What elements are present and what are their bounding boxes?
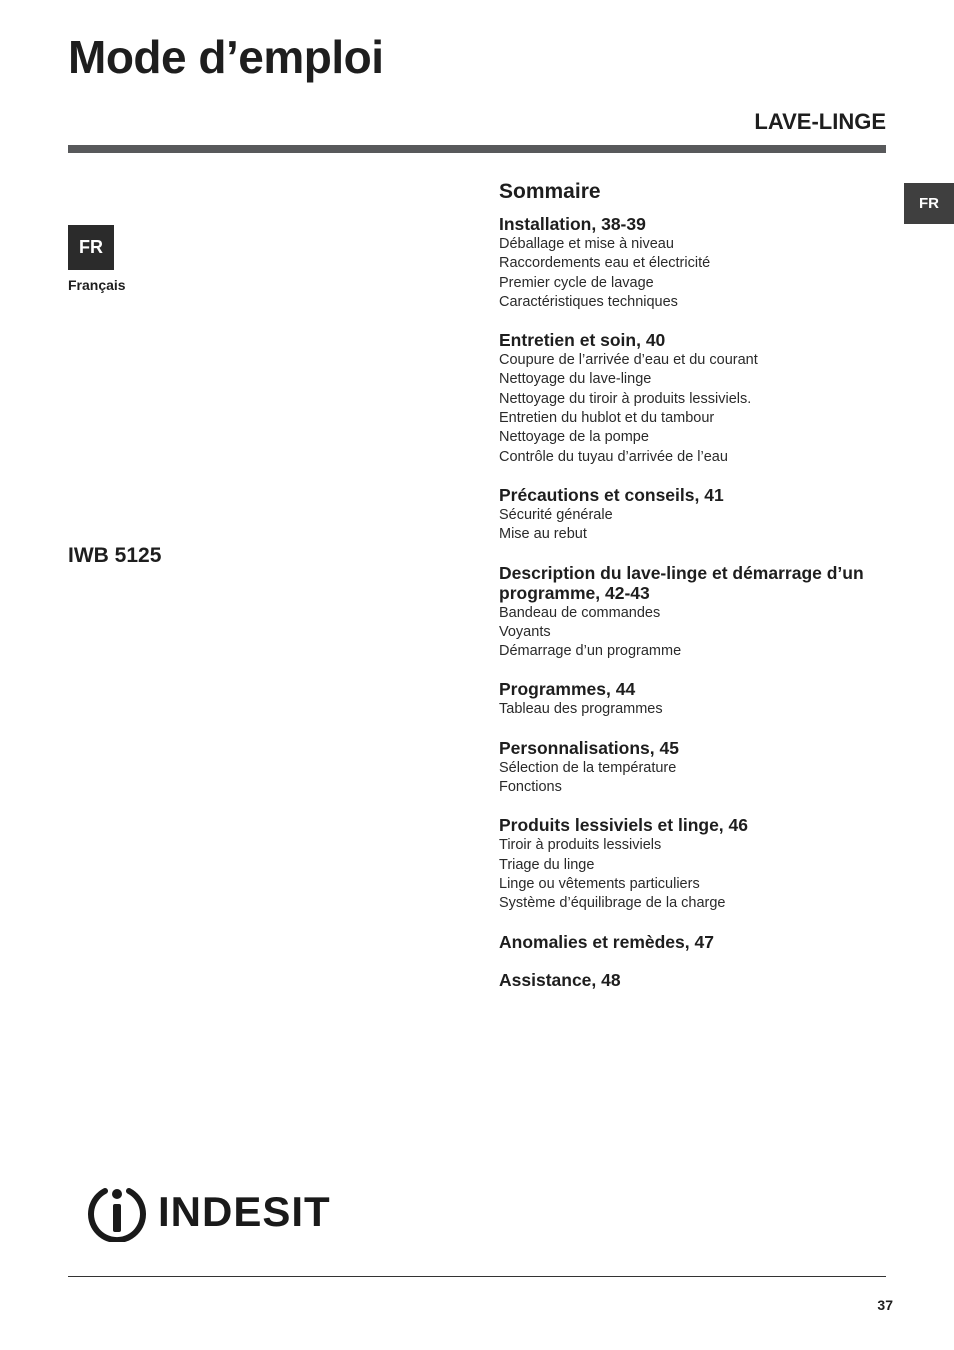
toc-section-heading: Produits lessiviels et linge, 46	[499, 815, 748, 836]
toc-item: Nettoyage de la pompe	[499, 429, 649, 446]
toc-section-heading: Description du lave-linge et démarrage d’un programme, 42-43	[499, 562, 864, 603]
toc-item-list	[499, 759, 899, 798]
toc-item: Tiroir à produits lessiviels	[499, 837, 662, 854]
footer-divider	[68, 1276, 886, 1277]
toc-item: Nettoyage du tiroir à produits lessiviels.	[499, 390, 752, 407]
toc-item: Mise au rebut	[499, 526, 587, 543]
header-divider	[68, 145, 886, 153]
toc-section	[499, 330, 899, 467]
toc-section	[499, 563, 899, 662]
toc-item: Caractéristiques techniques	[499, 293, 678, 310]
table-of-contents	[499, 180, 899, 1008]
toc-section-heading: Anomalies et remèdes, 47	[499, 931, 714, 952]
toc-section	[499, 679, 899, 719]
toc-item: Tableau des programmes	[499, 701, 663, 718]
toc-item-list	[499, 351, 899, 467]
toc-section-heading: Personnalisations, 45	[499, 737, 679, 758]
toc-item-list	[499, 506, 899, 545]
language-side-tab: FR	[904, 183, 954, 224]
toc-section	[499, 815, 899, 913]
page-title: Mode d’emploi	[68, 31, 384, 83]
toc-item: Coupure de l’arrivée d’eau et du courant	[499, 352, 758, 369]
toc-section	[499, 485, 899, 545]
toc-item-list	[499, 836, 899, 913]
toc-item: Premier cycle de lavage	[499, 274, 654, 291]
toc-section-heading: Programmes, 44	[499, 679, 636, 700]
toc-item: Contrôle du tuyau d’arrivée de l’eau	[499, 448, 728, 465]
toc-section	[499, 932, 899, 952]
toc-title: Sommaire	[499, 180, 601, 203]
toc-section	[499, 970, 899, 990]
toc-section-heading: Entretien et soin, 40	[499, 330, 666, 351]
toc-item: Système d’équilibrage de la charge	[499, 895, 726, 912]
toc-section-heading: Installation, 38-39	[499, 214, 646, 234]
toc-item: Démarrage d’un programme	[499, 643, 682, 660]
brand-wordmark: INDESIT	[158, 1188, 331, 1235]
toc-item: Sélection de la température	[499, 759, 677, 776]
indesit-logo-icon	[86, 1182, 148, 1242]
toc-item: Nettoyage du lave-linge	[499, 371, 652, 388]
toc-section-heading: Précautions et conseils, 41	[499, 484, 724, 505]
language-badge: FR	[68, 225, 114, 270]
toc-item-list	[499, 700, 899, 719]
toc-item: Raccordements eau et électricité	[499, 255, 711, 272]
toc-item-list	[499, 235, 899, 312]
toc-item: Bandeau de commandes	[499, 604, 661, 621]
toc-item: Voyants	[499, 623, 551, 640]
toc-section-heading: Assistance, 48	[499, 969, 621, 990]
toc-item: Linge ou vêtements particuliers	[499, 875, 700, 892]
toc-item: Fonctions	[499, 779, 562, 796]
toc-item: Triage du linge	[499, 856, 595, 873]
toc-section	[499, 214, 899, 312]
toc-item: Entretien du hublot et du tambour	[499, 410, 715, 427]
model-number: IWB 5125	[68, 544, 162, 567]
brand-logo	[86, 1182, 331, 1242]
document-type: LAVE-LINGE	[754, 109, 886, 134]
toc-item-list	[499, 604, 899, 662]
toc-section	[499, 738, 899, 798]
language-name: Français	[68, 277, 126, 293]
toc-item: Déballage et mise à niveau	[499, 236, 674, 252]
toc-item: Sécurité générale	[499, 506, 613, 523]
page-number: 37	[877, 1297, 893, 1313]
toc-sections	[499, 214, 899, 990]
